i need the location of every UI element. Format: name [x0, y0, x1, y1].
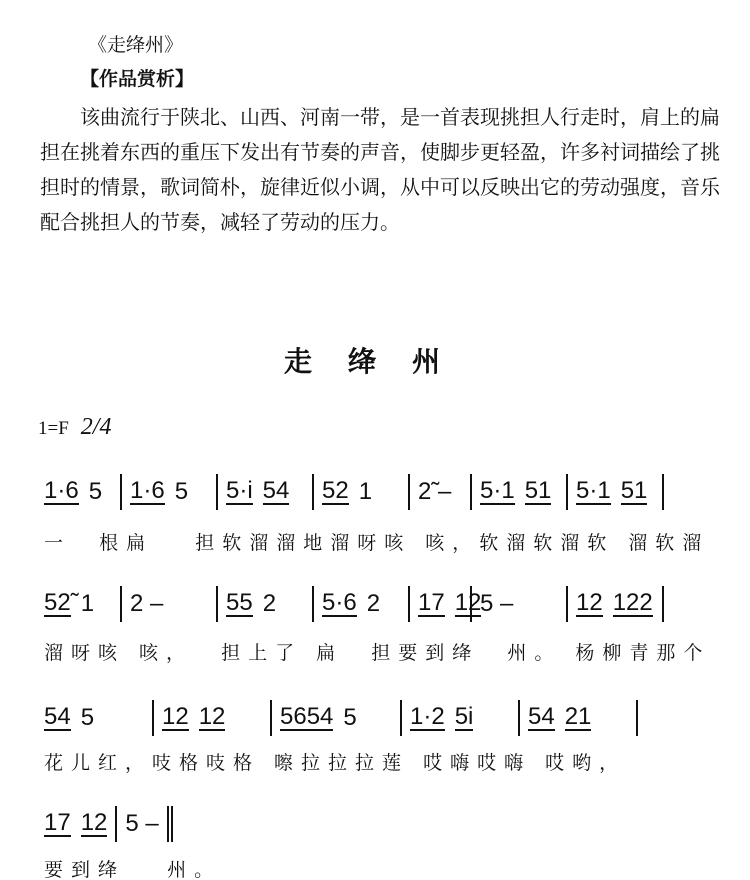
measure — [272, 700, 402, 736]
note-group: 5·i — [226, 477, 253, 504]
measure — [568, 474, 664, 510]
note-group: 17 — [418, 589, 445, 616]
measure — [218, 586, 314, 622]
note-group: 2 – — [130, 590, 164, 617]
note-group: 55 — [226, 589, 253, 616]
lyrics-line: 溜呀咳 咳， 担上了 扁 担要到绛 州。 杨柳青那个 — [44, 642, 711, 664]
measure — [154, 700, 272, 736]
measure — [568, 586, 664, 622]
note-group: 5 — [80, 704, 95, 731]
notation-line — [44, 806, 173, 842]
note-group: 2 — [262, 590, 277, 617]
note-group: 12 — [162, 703, 189, 730]
measure — [314, 586, 410, 622]
measure — [520, 700, 638, 736]
note-group: 5654 — [280, 703, 334, 730]
note-group: 54 — [44, 703, 71, 730]
note-group: 17 — [44, 809, 71, 836]
measure — [122, 474, 218, 510]
notation-line — [44, 474, 664, 510]
measure — [44, 586, 122, 622]
measure — [44, 806, 117, 842]
work-title: 《走绛州》 — [88, 34, 184, 56]
note-group: 2̃ – — [418, 478, 452, 505]
note-group: 5 — [88, 478, 103, 505]
measure — [410, 586, 482, 622]
measure — [314, 474, 410, 510]
note-group: 51 — [620, 477, 648, 504]
note-group: 21 — [564, 703, 592, 730]
note-group: 1·6 — [44, 477, 79, 504]
measure — [218, 474, 314, 510]
note-group: 5i — [454, 703, 474, 730]
note-group: 1·2 — [410, 703, 445, 730]
note-group: 54 — [262, 477, 290, 504]
measure — [122, 586, 218, 622]
note-group: 1 — [80, 590, 95, 617]
lyrics-line: 一 根扁 担软溜溜地溜呀咳 咳，软溜软溜软 溜软溜 — [44, 532, 710, 554]
analysis-paragraph: 该曲流行于陕北、山西、河南一带，是一首表现挑担人行走时，肩上的扁担在挑着东西的重压下发出有节奏的声音，使脚步更轻盈，许多衬词描绘了挑担时的情景，歌词简朴，旋律近似小调，从中可以反映出它的劳动强度，音乐配合挑担人的节奏，减轻了劳动的压力。 — [40, 105, 720, 234]
notation-line — [44, 700, 638, 736]
note-group: 12 — [80, 809, 108, 836]
measure — [472, 474, 568, 510]
note-group: 5·6 — [322, 589, 357, 616]
note-group: 51 — [524, 477, 552, 504]
note-group: 1·6 — [130, 477, 165, 504]
note-group: 1 — [358, 478, 373, 505]
lyrics-line: 花儿红，吱格吱格 嚓拉拉拉莲 哎嗨哎嗨 哎哟， — [44, 752, 627, 774]
note-group: 5 — [174, 478, 189, 505]
measure — [472, 586, 568, 622]
note-group: 5 – — [125, 810, 159, 837]
lyrics-line: 要到绛 州。 — [44, 859, 222, 880]
note-group: 5 — [343, 704, 357, 731]
measure — [402, 700, 520, 736]
section-heading: 【作品赏析】 — [80, 68, 195, 90]
note-group: 5 – — [480, 590, 514, 617]
note-group: 52 — [322, 477, 349, 504]
note-group: 52̃ — [44, 589, 71, 616]
notation-line — [44, 586, 664, 622]
measure — [410, 474, 472, 510]
key: 1=F — [38, 418, 69, 439]
note-group: 54 — [528, 703, 555, 730]
note-group: 2 — [366, 590, 381, 617]
measure — [44, 700, 154, 736]
note-group: 12 — [576, 589, 603, 616]
measure — [44, 474, 122, 510]
key-signature — [38, 414, 111, 441]
note-group: 5·1 — [576, 477, 611, 504]
note-group: 12 — [454, 589, 482, 616]
score-title: 走绛州 — [283, 345, 476, 378]
note-group: 12 — [198, 703, 226, 730]
note-group: 5·1 — [480, 477, 515, 504]
time-signature: 2/4 — [80, 414, 112, 440]
measure — [117, 806, 172, 842]
note-group: 122 — [612, 589, 653, 616]
